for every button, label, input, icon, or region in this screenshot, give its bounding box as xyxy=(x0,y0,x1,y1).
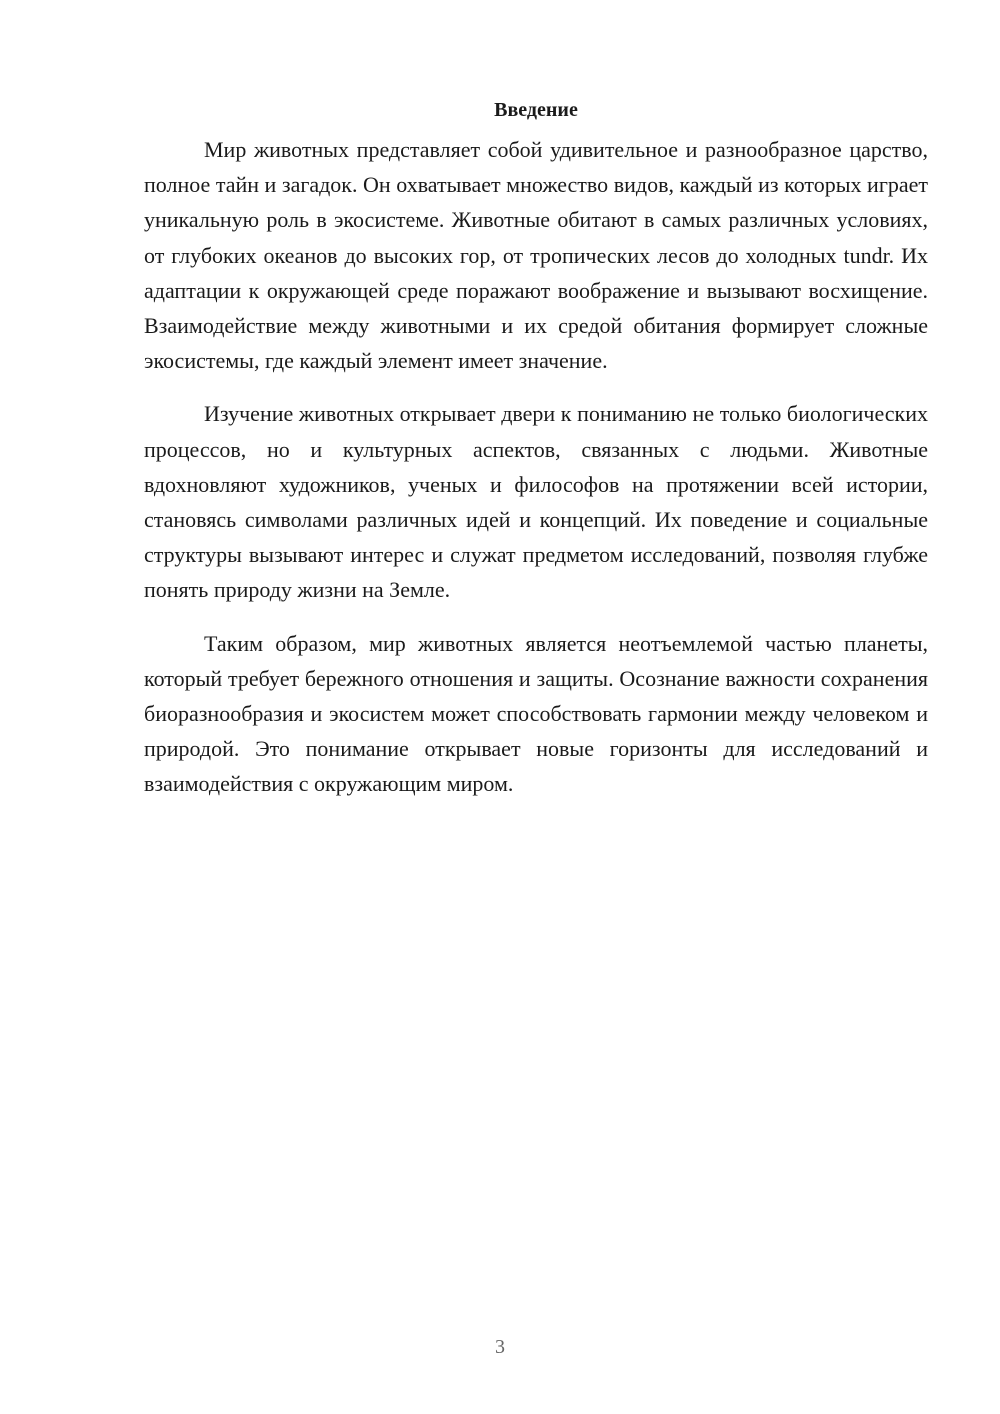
page-content xyxy=(144,96,928,820)
paragraph-2: Изучение животных открывает двери к пониманию не только биологических процессов, но и культурных аспектов, связанных с людьми. Животные вдохновляют художников, ученых и философов на протяжении всей истории, становясь символами различных идей и концепций. Их поведение и социальные структуры вызывают интерес и служат предметом исследований, позволяя глубже понять природу жизни на Земле. xyxy=(144,401,928,603)
page-number: 3 xyxy=(495,1336,505,1358)
section-title: Введение xyxy=(494,99,578,121)
paragraph-1: Мир животных представляет собой удивительное и разнообразное царство, полное тайн и загадок. Он охватывает множество видов, каждый из которых играет уникальную роль в экосистеме. Животные обитают в самых различных условиях, от глубоких океанов до высоких гор, от тропических лесов до холодных tundr. Их адаптации к окружающей среде поражают воображение и вызывают восхищение. Взаимодействие между животными и их средой обитания формирует сложные экосистемы, где каждый элемент имеет значение. xyxy=(144,137,928,374)
paragraph-3: Таким образом, мир животных является неотъемлемой частью планеты, который требует бережного отношения и защиты. Осознание важности сохранения биоразнообразия и экосистем может способствовать гармонии между человеком и природой. Это понимание открывает новые горизонты для исследований и взаимодействия с окружающим миром. xyxy=(144,630,928,797)
